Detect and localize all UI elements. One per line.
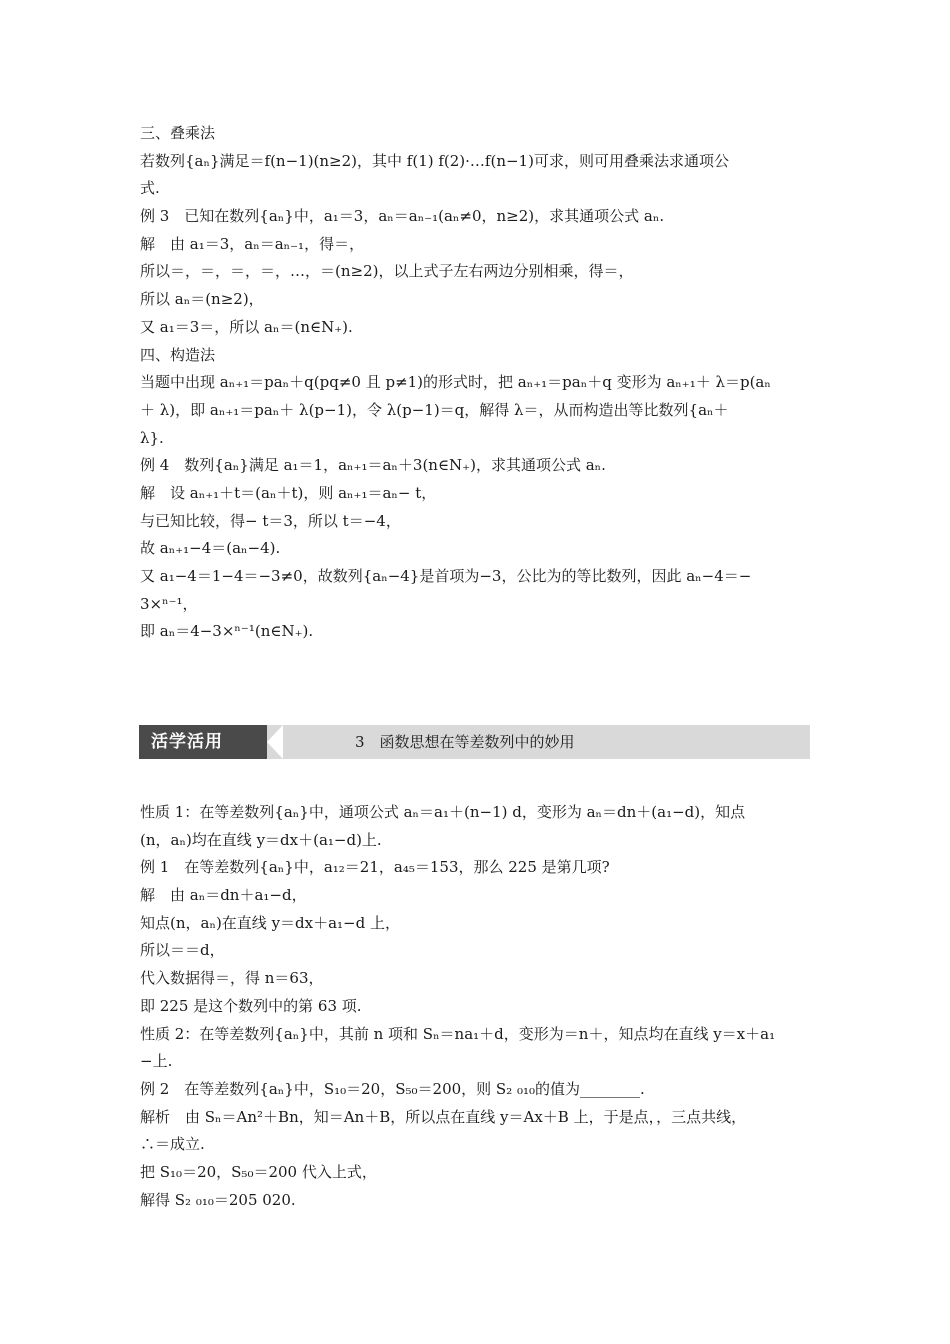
text-line: 当题中出现 aₙ₊₁＝paₙ＋q(pq≠0 且 p≠1)的形式时，把 aₙ₊₁＝paₙ＋q 变形为 aₙ₊₁＋ λ＝p(aₙ xyxy=(140,373,771,392)
text-line: 若数列{aₙ}满足＝f(n−1)(n≥2)，其中 f(1) f(2)·…f(n−1)可求，则可用叠乘法求通项公 xyxy=(140,151,729,170)
text-line: 式. xyxy=(140,179,160,198)
solution-line: 解析 由 Sₙ＝An²＋Bn，知＝An＋B，所以点在直线 y＝Ax＋B 上，于是点，，三点共线， xyxy=(140,1107,747,1126)
banner-notch-icon xyxy=(267,725,283,759)
text-line: 即 225 是这个数列中的第 63 项. xyxy=(140,996,362,1015)
text-line: (n，aₙ)均在直线 y＝dx＋(a₁−d)上. xyxy=(140,830,382,849)
text-line: 即 aₙ＝4−3×ⁿ⁻¹(n∈N₊). xyxy=(140,622,314,641)
text-line: 所以 aₙ＝(n≥2)， xyxy=(140,290,264,309)
text-line: 解得 S₂ ₀₁₀＝205 020. xyxy=(140,1190,296,1209)
solution-line: 解 由 a₁＝3，aₙ＝aₙ₋₁，得＝， xyxy=(140,234,365,253)
section-heading: 四、构造法 xyxy=(140,345,216,364)
property-line: 性质 1：在等差数列{aₙ}中，通项公式 aₙ＝a₁＋(n−1) d，变形为 aₙ＝dn＋(a₁−d)，知点 xyxy=(140,803,746,821)
section-banner xyxy=(139,725,810,759)
text-line: 知点(n，aₙ)在直线 y＝dx＋a₁−d 上， xyxy=(140,913,400,932)
property-line: 性质 2：在等差数列{aₙ}中，其前 n 项和 Sₙ＝na₁＋d，变形为＝n＋，知点均在直线 y＝x＋a₁ xyxy=(140,1024,776,1043)
text-line: 把 S₁₀＝20，S₅₀＝200 代入上式， xyxy=(140,1162,377,1181)
text-line: 又 a₁−4＝1−4＝−3≠0，故数列{aₙ−4}是首项为−3，公比为的等比数列，因此 aₙ−4＝− xyxy=(140,567,752,585)
section-heading: 三、叠乘法 xyxy=(140,124,216,142)
text-line: 所以＝，＝，＝，＝，…，＝(n≥2)，以上式子左右两边分别相乘，得＝， xyxy=(140,262,634,281)
example-line: 例 3 已知在数列{aₙ}中，a₁＝3，aₙ＝aₙ₋₁(aₙ≠0，n≥2)，求其通项公式 aₙ. xyxy=(140,207,665,226)
banner-title: 3 函数思想在等差数列中的妙用 xyxy=(355,733,575,751)
solution-line: 解 设 aₙ₊₁＋t＝(aₙ＋t)，则 aₙ₊₁＝aₙ− t， xyxy=(140,483,437,502)
solution-line: 解 由 aₙ＝dn＋a₁−d， xyxy=(140,886,307,905)
text-line: 故 aₙ₊₁−4＝(aₙ−4). xyxy=(140,539,281,558)
text-line: ＋ λ)，即 aₙ₊₁＝paₙ＋ λ(p−1)，令 λ(p−1)＝q，解得 λ＝，从而构造出等比数列{aₙ＋ xyxy=(140,400,729,419)
text-line: 代入数据得＝，得 n＝63， xyxy=(140,969,324,988)
text-line: λ}. xyxy=(140,428,164,447)
banner-tab-label: 活学活用 xyxy=(139,725,267,759)
example-line: 例 4 数列{aₙ}满足 a₁＝1，aₙ₊₁＝aₙ＋3(n∈N₊)，求其通项公式 aₙ. xyxy=(140,456,606,475)
text-line: 3×ⁿ⁻¹， xyxy=(140,594,198,613)
example-line: 例 1 在等差数列{aₙ}中，a₁₂＝21，a₄₅＝153，那么 225 是第几项? xyxy=(140,858,610,877)
text-line: ∴＝成立. xyxy=(140,1135,205,1154)
example-line: 例 2 在等差数列{aₙ}中，S₁₀＝20，S₅₀＝200，则 S₂ ₀₁₀的值为________. xyxy=(140,1079,645,1098)
text-line: 又 a₁＝3＝，所以 aₙ＝(n∈N₊). xyxy=(140,317,353,336)
text-line: −上. xyxy=(140,1052,173,1071)
text-line: 所以＝＝d， xyxy=(140,941,225,960)
application-section xyxy=(140,799,812,1214)
method-section xyxy=(140,120,812,646)
text-line: 与已知比较，得− t＝3，所以 t＝−4， xyxy=(140,511,401,530)
